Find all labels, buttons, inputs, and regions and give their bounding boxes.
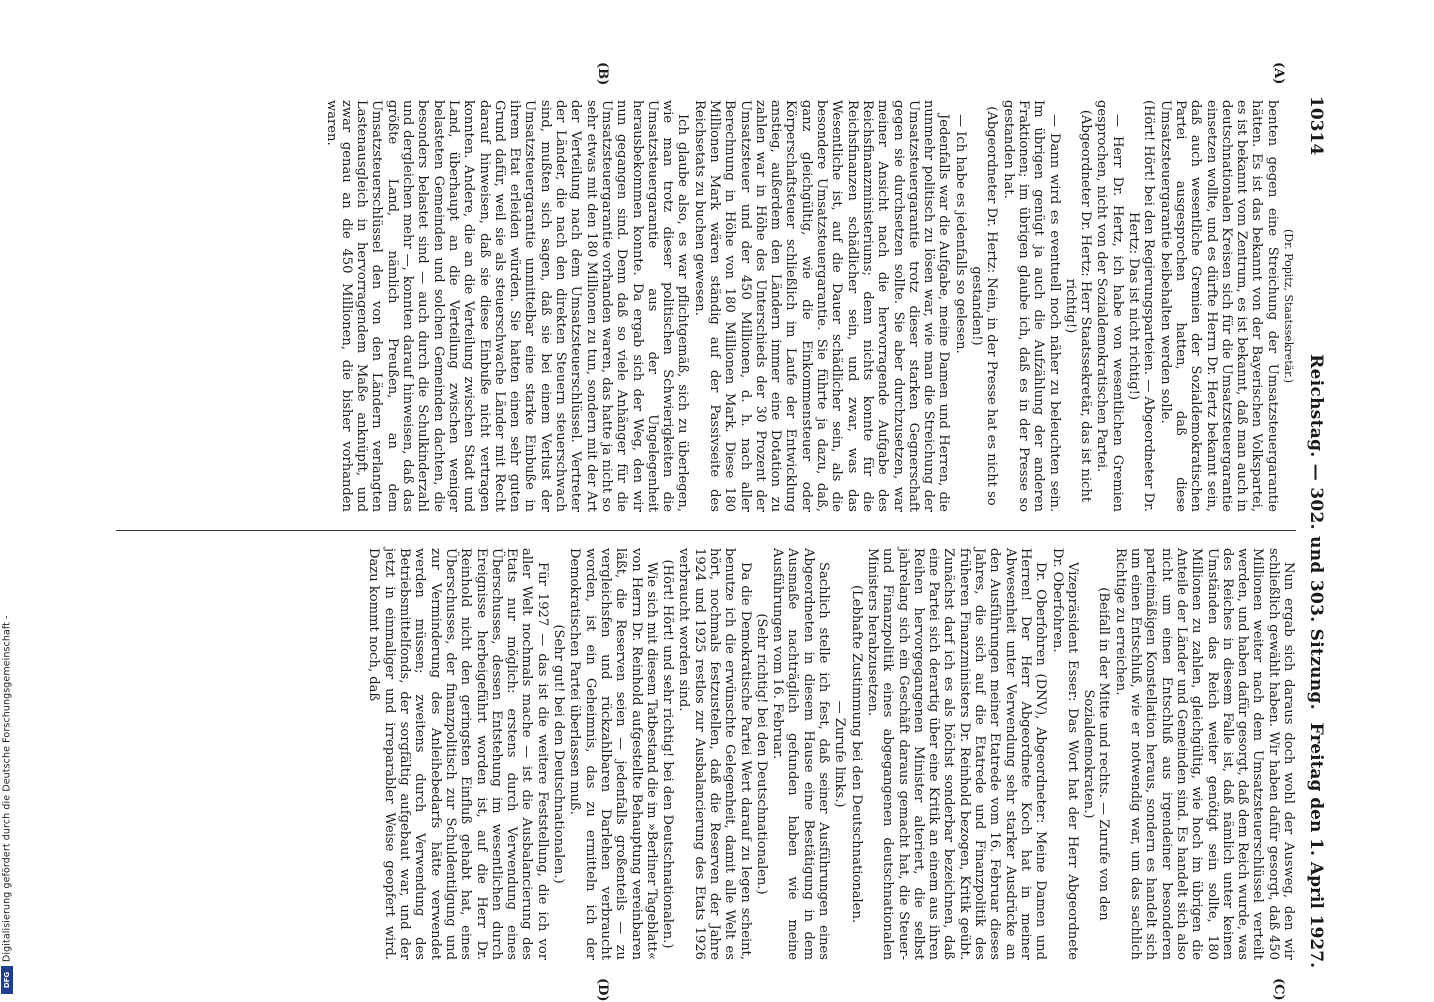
interjection: (Beifall in der Mitte und rechts. — Zurufe von den Sozialdemokraten.): [1081, 587, 1112, 921]
paragraph: Jedenfalls war die Aufgabe, meine Damen und Herren, die nunmehr politisch zu lösen war, wie man die Streichung der Umsatzsteuergarantie trotz dieser starken Gegnerschaft gegen sie durchsetzen sollte. Sie aber durchzusetzen, war meiner Ansicht nach die hervorragende Aufgabe des Reichsfinanzministeriums; denn nichts konnte für die Reichsfinanzen schädlicher sein, und zwar, was das Wesentliche ist, auf die Dauer schädlicher sein, als die besondere Umsatzsteuergarantie. Sie führte ja dazu, daß, ganz gleichgültig, wie die Einkommensteuer oder Körperschaftsteuer schließlich im Laufe der Entwicklung anstieg, außerdem den Ländern immer eine Dotation zu zahlen war in Höhe des Unterschieds der 30 Prozent der Umsatzsteuer und der 450 Millionen, d. h. nach aller Berechnung in Höhe von 180 Millionen Mark. Diese 180 Millionen Mark wären ständig auf der Passivseite des Reichsetats zu buchen gewesen.: [691, 100, 952, 512]
page-number: 10314: [1306, 96, 1326, 156]
dfg-logo-text: DFG: [3, 971, 11, 989]
interjection: — Zurufe links.): [832, 700, 848, 808]
paragraph: Nun ergab sich daraus doch wohl der Ausweg, den wir schließlich gewählt haben. Wir haben dafür gesorgt, daß 450 Millionen weiter nach dem Umsatzsteuerschlüssel verteilt werden, und haben dafür gesorgt, daß dem Reich wurde, was des Reiches in diesem Falle ist, daß nämlich unter keinen Umständen das Reich weiter genötigt sein sollte, 180 Millionen zu zahlen, gleichgültig, wie hoch im übrigen die Anteile der Länder und Gemeinden sind. Es handelt sich also nicht um einen Entschluß aus irgendeiner besonderen parteimäßigen Konstellation heraus, sondern es handelt sich um einen Entschluß, wie er notwendig war, um das sachlich Richtige zu erreichen.: [1112, 548, 1296, 960]
interjection: (Lebhafte Zustimmung bei den Deutschnationalen.: [848, 584, 864, 924]
margin-marker-a: (A): [1271, 62, 1286, 85]
paragraph: Wie sich mit diesem Tatbestand die im »Berliner Tageblatt« von Herrn Dr. Reinhold aufgestellte Behauptung vereinbaren läßt, die Reserven seien — jedenfalls großenteils — zu vergleichsfen und rückzahlbaren Darlehen verbraucht worden, ist ein Geheimnis, das zu ermitteln ich der Demokratischen Partei überlassen muß.: [567, 548, 659, 960]
paragraph: — Dann wird es eventuell noch näher zu beleuchten sein. Im übrigen genügt ja auch die Aufzählung der anderen Fraktionen; im übrigen glaube ich, daß es in der Presse so gestanden hat.: [1000, 100, 1062, 512]
left-column: [116, 100, 1296, 512]
margin-marker-c: (C): [1271, 978, 1286, 1001]
credit-text: Digitalisierung gefördert durch die Deutsche Forschungsgemeinschaft -: [1, 615, 13, 962]
rotated-page: [108, 62, 1330, 1002]
interjection: (Hört! Hört! und sehr richtig! bei den Deutschnationalen.): [660, 559, 676, 949]
interjection: (Hört! Hört! bei den Regierungsparteien. — Abgeordneter Dr. Hertz: Das ist nicht richtig!): [1126, 100, 1157, 512]
speaker-continuation: (Dr. Popitz, Staatssekretär.): [1282, 228, 1295, 384]
interjection: (Sehr richtig! bei den Deutschnationalen.): [753, 613, 769, 895]
paragraph: — Herr Dr. Hertz, ich habe von wesentlichen Gremien gesprochen, nicht von der Sozialdemokratischen Partei.: [1094, 100, 1125, 512]
paragraph: Da die Demokratische Partei Wert darauf zu legen scheint, benutze ich die erwünschte Gelegenheit, damit alle Welt es hört, nochmals festzustellen, daß die Reserven der Jahre 1924 und 1925 restlos zur Ausbalancierung des Etats 1926 verbraucht worden sind.: [676, 548, 753, 960]
interjection: (Abgeordneter Dr. Hertz: Nein, in der Presse hat es nicht so gestanden!): [969, 106, 1000, 506]
paragraph: Für 1927 — das ist die weitere Feststellung, die ich vor aller Welt nochmals mache — ist die Ausbalancierung des Etats nur möglich: erstens durch Verwendung eines Überschusses, dessen Entstehung im wesentlichen durch Ereignisse herbeigeführt worden ist, auf die Herr Dr. Reinhold nicht den geringsten Einfluß gehabt hat, eines Überschusses, der finanzpolitisch zur Schuldentilgung und zur Verminderung des Anleihebedarfs hätte verwendet werden müssen; zweitens durch Verwendung des Betriebsmittelfonds, der sorgfältig aufgebaut war, und der jetzt in einmaliger und irreparabler Weise geopfert wird. Dazu kommt noch, daß: [366, 548, 550, 960]
page-date: Freitag den 1. April 1927.: [1306, 722, 1326, 968]
margin-marker-b: (B): [595, 62, 610, 86]
paragraph: — Ich habe es jedenfalls so gelesen.: [952, 114, 968, 354]
interjection: (Abgeordneter Dr. Hertz: Herr Staatssekretär, das ist nicht richtig!): [1062, 109, 1094, 503]
margin-marker-d: (D): [595, 978, 610, 1002]
dfg-logo: [1, 966, 13, 994]
interjection: (Sehr gut! bei den Deutschnationalen.): [551, 624, 567, 884]
right-column: [116, 548, 1296, 960]
paragraph: Ich glaube also, es war pflichtgemäß, sich zu überlegen, wie man trotz dieser politischen Schwierigkeiten die Umsatzsteuergarantie aus der Ungelegenheit herausbekommen konnte. Da ergab sich der Weg, den wir nun gegangen sind. Denn daß so viele Anhänger für die Umsatzsteuergarantie vorhanden waren, das hatte ja nicht so sehr etwas mit den 180 Millionen zu tun, sondern mit der Art der Verteilung nach dem Umsatzsteuerschlüssel. Vertreter der Länder, die nach den direkten Steuern steuerschwach sind, mußten sich sagen, daß sie bei einem Verlust der Umsatzsteuergarantie unmittelbar eine starke Einbuße in ihrem Etat erleiden würden. Sie hatten einen sehr guten Grund dafür, weil sie als steuerschwache Länder mit Recht darauf hinweisen, daß sie diese Einbuße nicht vertragen konnten. Andere, die an die Verteilung zwischen Stadt und Land, überhaupt an die Verteilung zwischen weniger belasteten Gemeinden und solchen Gemeinden dachten, die besonders belastet sind — auch durch die Schulkinderzahl und dergleichen mehr —, konnten darauf hinweisen, daß das größte Land, nämlich Preußen, an dem Umsatzsteuerschlüssel den von den Ländern verlangten Lastenausgleich in hervorragendem Maße anknüpft, und zwar genau an die 450 Millionen, die bisher vorhanden waren.: [323, 100, 691, 512]
paragraph: Dr. Oberfohren (DNV), Abgeordneter: Meine Damen und Herren! Der Herr Abgeordnete Koch hat in meiner Abwesenheit unter Verwendung sehr starker Ausdrücke an den Ausführungen meiner Etatrede vom 16. Februar dieses Jahres, die sich auf die Etatrede und Finanzpolitik des früheren Finanzministers Dr. Reinhold bezogen, Kritik geübt. Zunächst darf ich es als höchst sonderbar bezeichnen, daß eine Partei sich derartig über eine Kritik an einem aus ihren Reihen hervorgegangenen Minister alteriert, die selbst jahrelang sich ein Geschäft daraus gemacht hat, die Steuer- und Finanzpolitik eines abgegangenen deutschnationalen Ministers herabzusetzen.: [864, 548, 1049, 960]
paragraph: benten gegen eine Streichung der Umsatzsteuergarantie hätten. Es ist das bekannt von der Bayerischen Volkspartei, es ist bekannt vom Zentrum, es ist bekannt, daß man auch in deutschnationalen Kreisen sich für die Umsatzsteuergarantie einsetzen wollte, und es dürfte Herrn Dr. Hertz bekannt sein, daß auch wesentliche Gremien der Sozialdemokratischen Partei ausgesprochen hatten, daß diese Umsatzsteuergarantie beibehalten werden solle.: [1157, 100, 1280, 512]
column-divider: [116, 530, 1296, 531]
digitization-credit: [0, 0, 14, 1000]
page-header: [1300, 92, 1330, 972]
speaker-announcement: Vizepräsident Esser: Das Wort hat der Herr Abgeordnete Dr. Oberfohren.: [1049, 548, 1080, 960]
paragraph: Sachlich stelle ich fest, daß seiner Ausführungen eines Abgeordneten in diesem Hause eine Bestätigung in dem Ausmaße nachträglich gefunden haben wie meine Ausführungen vom 16. Februar.: [770, 548, 832, 960]
page-title: Reichstag. — 302. und 303. Sitzung.: [1306, 354, 1326, 710]
